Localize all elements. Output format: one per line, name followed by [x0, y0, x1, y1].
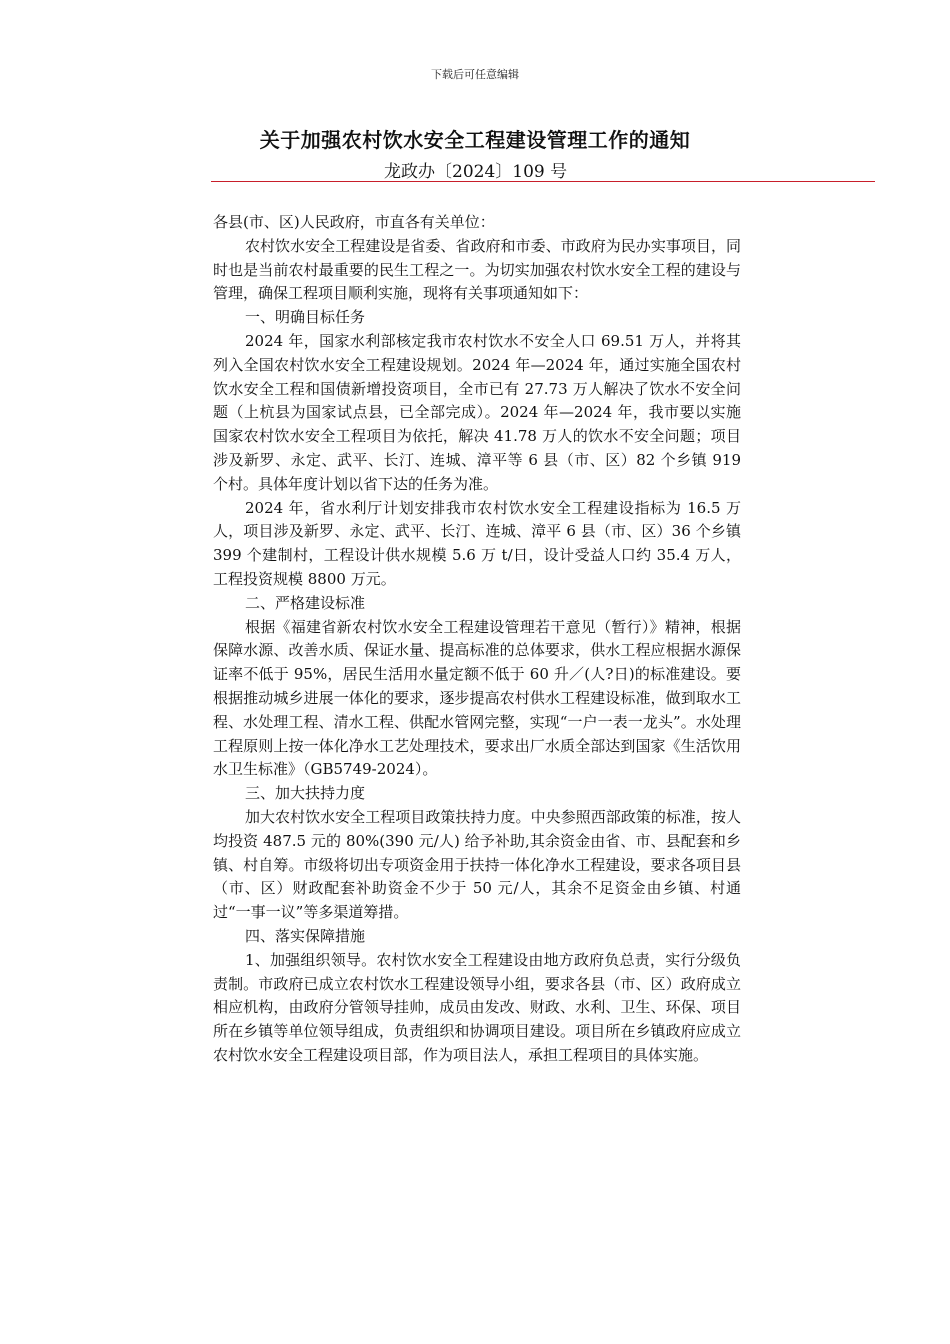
- document-body: [213, 211, 741, 1068]
- document-number: 龙政办〔2024〕109 号: [384, 162, 568, 182]
- section-heading: 二、严格建设标准: [245, 593, 366, 612]
- red-divider: [211, 181, 875, 182]
- section-heading: 三、加大扶持力度: [245, 784, 366, 803]
- document-title: 关于加强农村饮水安全工程建设管理工作的通知: [259, 128, 691, 152]
- paragraph: 2024 年，国家水利部核定我市农村饮水不安全人口 69.51 万人，并将其列入全国农村饮水安全工程建设规划。2024 年—2024 年，通过实施全国农村饮水安全工程和国债新增投资项目，全市已有 27.73 万人解决了饮水不安全问题（上杭县为国家试点县，已全部完成）。2024 年—2024 年，我市要以实施国家农村饮水安全工程项目为依托，解决 41.78 万人的饮水不安全问题；项目涉及新罗、永定、武平、长汀、连城、漳平等 6 县（市、区）82 个乡镇 919 个村。具体年度计划以省下达的任务为准。: [213, 331, 741, 493]
- paragraph: 加大农村饮水安全工程项目政策扶持力度。中央参照西部政策的标准，按人均投资 487.5 元的 80%(390 元/人) 给予补助,其余资金由省、市、县配套和乡镇、村自筹。市级将切出专项资金用于扶持一体化净水工程建设，要求各项目县（市、区）财政配套补助资金不少于 50 元/人，其余不足资金由乡镇、村通过“一事一议”等多渠道筹措。: [213, 807, 741, 922]
- section-heading: 四、落实保障措施: [245, 926, 366, 945]
- paragraph: 根据《福建省新农村饮水安全工程建设管理若干意见（暂行）》精神，根据保障水源、改善水质、保证水量、提高标准的总体要求，供水工程应根据水源保证率不低于 95%，居民生活用水量定额不低于 60 升／(人?日)的标准建设。要根据推动城乡进展一体化的要求，逐步提高农村供水工程建设标准，做到取水工程、水处理工程、清水工程、供配水管网完整，实现“一户一表一龙头”。水处理工程原则上按一体化净水工艺处理技术，要求出厂水质全部达到国家《生活饮用水卫生标准》（GB5749-2024）。: [213, 617, 741, 779]
- intro-paragraph: 农村饮水安全工程建设是省委、省政府和市委、市政府为民办实事项目，同时也是当前农村最重要的民生工程之一。为切实加强农村饮水安全工程的建设与管理，确保工程项目顺利实施，现将有关事项通知如下：: [213, 236, 741, 303]
- paragraph: 2024 年，省水利厅计划安排我市农村饮水安全工程建设指标为 16.5 万人，项目涉及新罗、永定、武平、长汀、连城、漳平 6 县（市、区）36 个乡镇 399 个建制村，工程设计供水规模 5.6 万 t/日，设计受益人口约 35.4 万人，工程投资规模 8800 万元。: [213, 498, 741, 588]
- page-header-note: 下载后可任意编辑: [431, 68, 519, 81]
- section-heading: 一、明确目标任务: [245, 308, 366, 327]
- salutation: 各县(市、区)人民政府，市直各有关单位：: [213, 213, 495, 231]
- paragraph: 1、加强组织领导。农村饮水安全工程建设由地方政府负总责，实行分级负责制。市政府已成立农村饮水工程建设领导小组，要求各县（市、区）政府成立相应机构，由政府分管领导挂帅，成员由发改、财政、水利、卫生、环保、项目所在乡镇等单位领导组成，负责组织和协调项目建设。项目所在乡镇政府应成立农村饮水安全工程建设项目部，作为项目法人，承担工程项目的具体实施。: [213, 950, 741, 1064]
